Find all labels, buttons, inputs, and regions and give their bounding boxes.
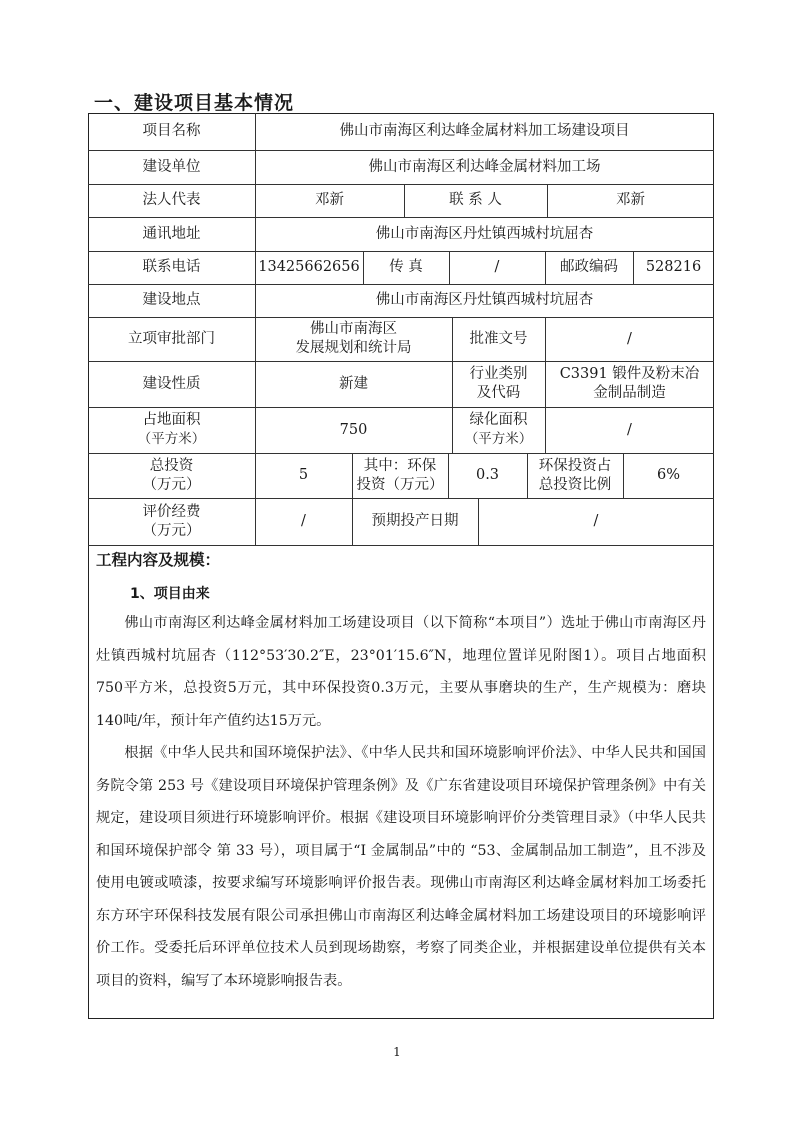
project-name-value: 佛山市南海区利达峰金属材料加工场建设项目 bbox=[339, 123, 630, 139]
site-value: 佛山市南海区丹灶镇西城村坑屈杏 bbox=[375, 292, 594, 308]
legal-rep-value: 邓新 bbox=[315, 192, 344, 208]
approval-dept-value: 佛山市南海区 发展规划和统计局 bbox=[295, 321, 412, 356]
postcode-value: 528216 bbox=[645, 259, 702, 275]
address-label: 通讯地址 bbox=[142, 225, 201, 242]
nature-label: 建设性质 bbox=[142, 375, 201, 392]
eval-fee-unit: （万元） bbox=[142, 522, 201, 539]
section-heading: 一、建设项目基本情况 bbox=[94, 92, 295, 114]
env-ratio-label: 环保投资占 总投资比例 bbox=[538, 457, 612, 493]
paragraph-2: 根据《中华人民共和国环境保护法》、《中华人民共和国环境影响评价法》、中华人民共和国国务院令第 253 号《建设项目环境保护管理条例》及《广东省建设项目环境保护管理条例》中有关规定，建设项目须进行环境影响评价。根据《建设项目环境影响评价分类管理目录》（中华人民共和国环境保护部令 第 33 号），项目属于“I 金属制品”中的 “53、金属制品加工制造”，且不涉及使用电镀或喷漆，按要求编写环境影响评价报告表。现佛山市南海区利达峰金属材料加工场委托东方环宇环保科技发展有限公司承担佛山市南海区利达峰金属材料加工场建设项目的环境影响评价工作。受委托后环评单位技术人员到现场勘察，考察了同类企业，并根据建设单位提供有关本项目的资料，编写了本环境影响报告表。 bbox=[96, 745, 706, 989]
page-number: 1 bbox=[393, 1045, 401, 1059]
phone-value: 13425662656 bbox=[258, 259, 360, 275]
approval-doc-label: 批准文号 bbox=[469, 330, 528, 347]
paragraph-1: 佛山市南海区利达峰金属材料加工场建设项目（以下简称“本项目”）选址于佛山市南海区丹灶镇西城村坑屈杏（112°53′30.2″E，23°01′15.6″N，地理位置详见附图1）。项目占地面积750平方米，总投资5万元，其中环保投资0.3万元，主要从事磨块的生产，生产规模为：磨块140吨/年，预计年产值约达15万元。 bbox=[96, 615, 706, 729]
approval-doc-value: / bbox=[627, 330, 632, 347]
eval-fee-value: / bbox=[301, 513, 306, 529]
phone-label: 联系电话 bbox=[142, 259, 201, 275]
area-value: 750 bbox=[339, 421, 368, 438]
nature-value: 新建 bbox=[339, 375, 368, 392]
legal-rep-label: 法人代表 bbox=[142, 192, 201, 208]
content-section-title: 工程内容及规模： bbox=[96, 551, 221, 569]
industry-value: C3391 锻件及粉末冶 金制品制造 bbox=[559, 366, 700, 401]
builder-label: 建设单位 bbox=[142, 158, 201, 175]
green-label: 绿化面积 bbox=[469, 412, 528, 428]
fax-label: 传 真 bbox=[389, 259, 423, 275]
eval-fee-label: 评价经费 bbox=[142, 503, 201, 520]
invest-unit: （万元） bbox=[142, 476, 201, 493]
green-label-cell bbox=[452, 407, 545, 453]
address-value: 佛山市南海区丹灶镇西城村坑屈杏 bbox=[375, 225, 594, 242]
site-label: 建设地点 bbox=[142, 292, 201, 308]
project-origin-title: 1、项目由来 bbox=[130, 586, 210, 602]
project-name-label: 项目名称 bbox=[142, 123, 201, 139]
area-label: 占地面积 bbox=[142, 412, 201, 428]
industry-label: 行业类别 及代码 bbox=[469, 366, 528, 401]
green-unit: （平方米） bbox=[464, 431, 533, 447]
area-unit: （平方米） bbox=[137, 431, 206, 447]
invest-label: 总投资 bbox=[149, 457, 194, 474]
fax-value: / bbox=[494, 259, 500, 275]
row-divider bbox=[88, 545, 714, 546]
env-invest-value: 0.3 bbox=[475, 467, 500, 483]
invest-label-cell bbox=[88, 453, 255, 498]
contact-label: 联 系 人 bbox=[449, 192, 502, 208]
production-date-label: 预期投产日期 bbox=[371, 513, 459, 529]
env-invest-label: 其中：环保 投资（万元） bbox=[356, 457, 444, 493]
builder-value: 佛山市南海区利达峰金属材料加工场 bbox=[368, 158, 601, 175]
approval-dept-label: 立项审批部门 bbox=[128, 330, 215, 347]
area-label-cell bbox=[88, 407, 255, 453]
env-ratio-value: 6% bbox=[656, 467, 680, 483]
production-date-value: / bbox=[593, 513, 599, 529]
eval-fee-label-cell bbox=[88, 498, 255, 545]
green-value: / bbox=[627, 421, 632, 438]
contact-value: 邓新 bbox=[616, 192, 645, 208]
postcode-label: 邮政编码 bbox=[560, 259, 618, 275]
invest-value: 5 bbox=[298, 467, 309, 483]
